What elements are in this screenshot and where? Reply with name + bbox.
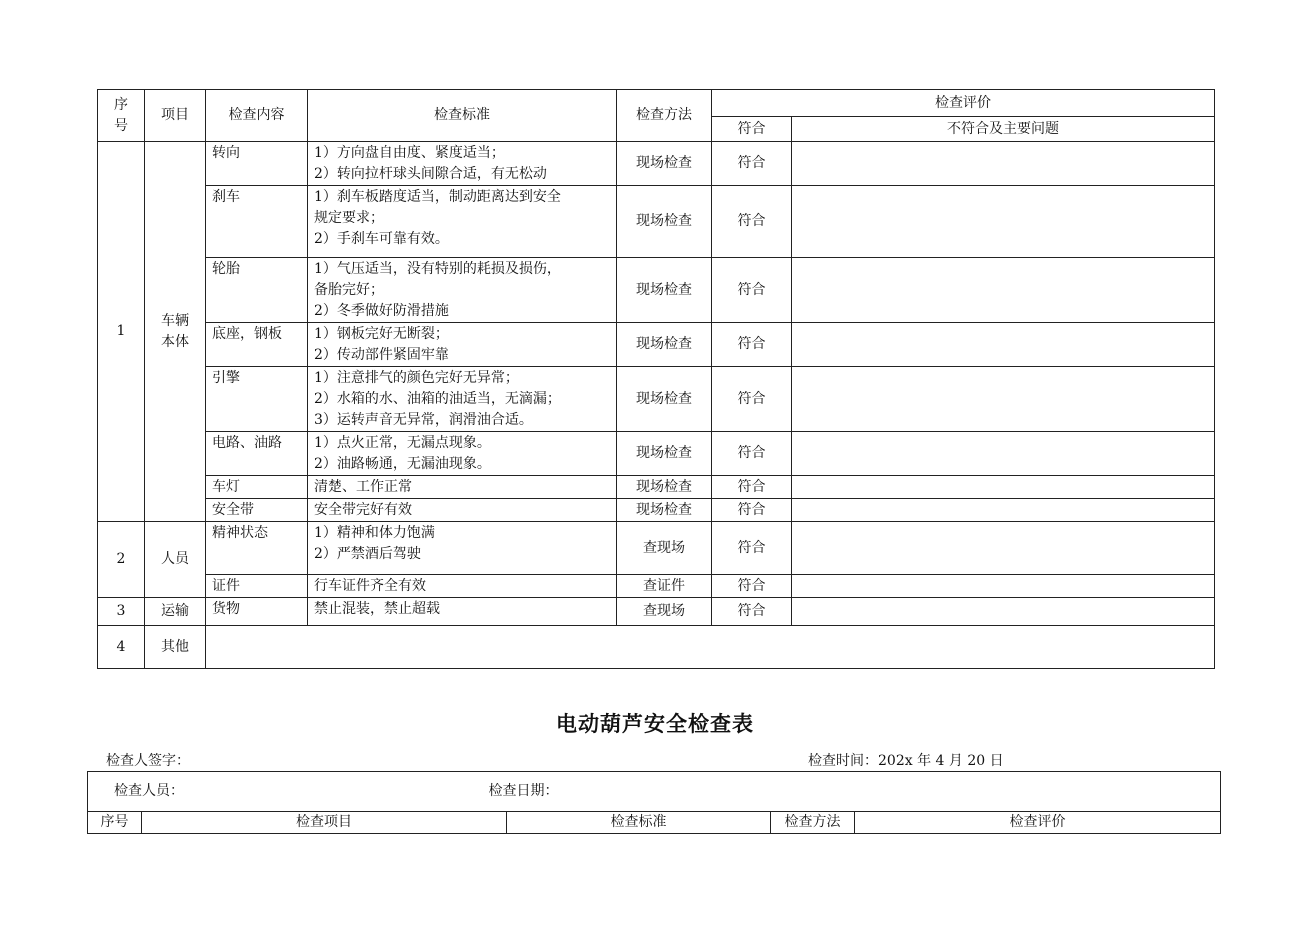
row-item: 其他 bbox=[145, 626, 206, 669]
standard-line: 备胎完好； bbox=[314, 282, 384, 298]
row-content: 底座，钢板 bbox=[206, 323, 308, 367]
row-nonconform bbox=[792, 598, 1215, 626]
standard-line: 1）注意排气的颜色完好无异常； bbox=[314, 370, 519, 386]
row-standard bbox=[308, 367, 617, 432]
standard-line: 2）传动部件紧固牢靠 bbox=[314, 347, 449, 363]
row-conform: 符合 bbox=[712, 258, 792, 323]
header-content: 检查内容 bbox=[206, 90, 308, 142]
page-title: 电动葫芦安全检查表 bbox=[556, 711, 754, 736]
standard-line: 安全带完好有效 bbox=[314, 502, 412, 518]
standard-line: 行车证件齐全有效 bbox=[314, 578, 426, 594]
standard-line: 清楚、工作正常 bbox=[314, 479, 412, 495]
table-row-other bbox=[98, 626, 1215, 669]
row-conform: 符合 bbox=[712, 432, 792, 476]
row-seq: 1 bbox=[98, 142, 145, 522]
standard-line: 3）运转声音无异常，润滑油合适。 bbox=[314, 412, 533, 428]
header-evaluation: 检查评价 bbox=[712, 90, 1215, 117]
row-method: 现场检查 bbox=[617, 142, 712, 186]
header-nonconform: 不符合及主要问题 bbox=[792, 117, 1215, 142]
row-other-blank bbox=[206, 626, 1215, 669]
row-conform: 符合 bbox=[712, 575, 792, 598]
row-seq: 2 bbox=[98, 522, 145, 598]
row-nonconform bbox=[792, 575, 1215, 598]
header-seq: 序 号 bbox=[98, 90, 145, 142]
standard-line: 2）手刹车可靠有效。 bbox=[314, 231, 449, 247]
t2-header-item: 检查项目 bbox=[142, 812, 507, 834]
check-time: 检查时间：202x 年 4 月 20 日 bbox=[808, 753, 1004, 769]
row-standard bbox=[308, 323, 617, 367]
row-conform: 符合 bbox=[712, 142, 792, 186]
row-standard bbox=[308, 258, 617, 323]
row-conform: 符合 bbox=[712, 476, 792, 499]
row-nonconform bbox=[792, 432, 1215, 476]
table-row bbox=[98, 476, 1215, 499]
standard-line: 2）冬季做好防滑措施 bbox=[314, 303, 449, 319]
standard-line: 规定要求； bbox=[314, 210, 384, 226]
table-row bbox=[98, 598, 1215, 626]
row-standard bbox=[308, 186, 617, 258]
standard-line: 1）刹车板踏度适当，制动距离达到安全 bbox=[314, 189, 561, 205]
row-nonconform bbox=[792, 476, 1215, 499]
row-standard bbox=[308, 476, 617, 499]
item-line: 本体 bbox=[161, 333, 189, 350]
row-standard bbox=[308, 598, 617, 626]
header-standard: 检查标准 bbox=[308, 90, 617, 142]
date-label: 检查日期： bbox=[488, 783, 559, 799]
standard-line: 1）精神和体力饱满 bbox=[314, 525, 435, 541]
row-method: 现场检查 bbox=[617, 323, 712, 367]
row-item bbox=[145, 522, 206, 598]
standard-line: 禁止混装，禁止超载 bbox=[314, 601, 440, 617]
row-content: 引擎 bbox=[206, 367, 308, 432]
row-nonconform bbox=[792, 367, 1215, 432]
table-row bbox=[98, 575, 1215, 598]
item-line: 车辆 bbox=[161, 312, 189, 329]
standard-line: 1）气压适当，没有特别的耗损及损伤， bbox=[314, 261, 561, 277]
row-method: 现场检查 bbox=[617, 258, 712, 323]
standard-line: 2）油路畅通，无漏油现象。 bbox=[314, 456, 491, 472]
standard-line: 2）水箱的水、油箱的油适当，无滴漏； bbox=[314, 391, 561, 407]
row-method: 查现场 bbox=[617, 598, 712, 626]
vehicle-inspection-table bbox=[97, 89, 1215, 669]
row-standard bbox=[308, 432, 617, 476]
row-seq: 4 bbox=[98, 626, 145, 669]
standard-line: 1）钢板完好无断裂； bbox=[314, 326, 449, 342]
t2-header-evaluation: 检查评价 bbox=[855, 812, 1221, 834]
row-conform: 符合 bbox=[712, 323, 792, 367]
row-content: 轮胎 bbox=[206, 258, 308, 323]
row-conform: 符合 bbox=[712, 186, 792, 258]
row-content: 刹车 bbox=[206, 186, 308, 258]
row-content: 电路、油路 bbox=[206, 432, 308, 476]
row-method: 现场检查 bbox=[617, 367, 712, 432]
row-method: 现场检查 bbox=[617, 476, 712, 499]
row-method: 现场检查 bbox=[617, 186, 712, 258]
table-row bbox=[98, 323, 1215, 367]
table-row bbox=[98, 142, 1215, 186]
signature-label: 检查人签字： bbox=[106, 753, 190, 769]
standard-line: 2）严禁酒后驾驶 bbox=[314, 546, 421, 562]
row-content: 转向 bbox=[206, 142, 308, 186]
inspector-label: 检查人员： bbox=[114, 783, 184, 799]
row-method: 查证件 bbox=[617, 575, 712, 598]
row-standard bbox=[308, 575, 617, 598]
table-row bbox=[98, 186, 1215, 258]
row-conform: 符合 bbox=[712, 499, 792, 522]
row-nonconform bbox=[792, 522, 1215, 575]
row-method: 现场检查 bbox=[617, 499, 712, 522]
standard-line: 1）方向盘自由度、紧度适当； bbox=[314, 145, 505, 161]
hoist-inspection-table bbox=[87, 771, 1221, 834]
row-item bbox=[145, 142, 206, 522]
row-nonconform bbox=[792, 499, 1215, 522]
row-content: 安全带 bbox=[206, 499, 308, 522]
row-content: 精神状态 bbox=[206, 522, 308, 575]
row-nonconform bbox=[792, 258, 1215, 323]
standard-line: 2）转向拉杆球头间隙合适，有无松动 bbox=[314, 166, 547, 182]
row-nonconform bbox=[792, 186, 1215, 258]
row-content: 车灯 bbox=[206, 476, 308, 499]
row-method: 查现场 bbox=[617, 522, 712, 575]
row-conform: 符合 bbox=[712, 522, 792, 575]
t2-header-seq: 序号 bbox=[88, 812, 142, 834]
table-row bbox=[98, 432, 1215, 476]
item-line: 人员 bbox=[161, 551, 189, 567]
table-row bbox=[98, 522, 1215, 575]
header-conform: 符合 bbox=[712, 117, 792, 142]
row-standard bbox=[308, 499, 617, 522]
table-row bbox=[98, 499, 1215, 522]
row-content: 货物 bbox=[206, 598, 308, 626]
t2-header-standard: 检查标准 bbox=[507, 812, 771, 834]
header-item: 项目 bbox=[145, 90, 206, 142]
row-conform: 符合 bbox=[712, 598, 792, 626]
row-item bbox=[145, 598, 206, 626]
table-row bbox=[98, 258, 1215, 323]
table-row bbox=[98, 367, 1215, 432]
header-method: 检查方法 bbox=[617, 90, 712, 142]
row-standard bbox=[308, 522, 617, 575]
standard-line: 1）点火正常，无漏点现象。 bbox=[314, 435, 491, 451]
row-nonconform bbox=[792, 323, 1215, 367]
row-conform: 符合 bbox=[712, 367, 792, 432]
row-nonconform bbox=[792, 142, 1215, 186]
row-standard bbox=[308, 142, 617, 186]
row-method: 现场检查 bbox=[617, 432, 712, 476]
row-content: 证件 bbox=[206, 575, 308, 598]
t2-header-method: 检查方法 bbox=[771, 812, 855, 834]
inspector-row bbox=[88, 772, 1221, 812]
item-line: 运输 bbox=[161, 603, 189, 619]
row-seq: 3 bbox=[98, 598, 145, 626]
